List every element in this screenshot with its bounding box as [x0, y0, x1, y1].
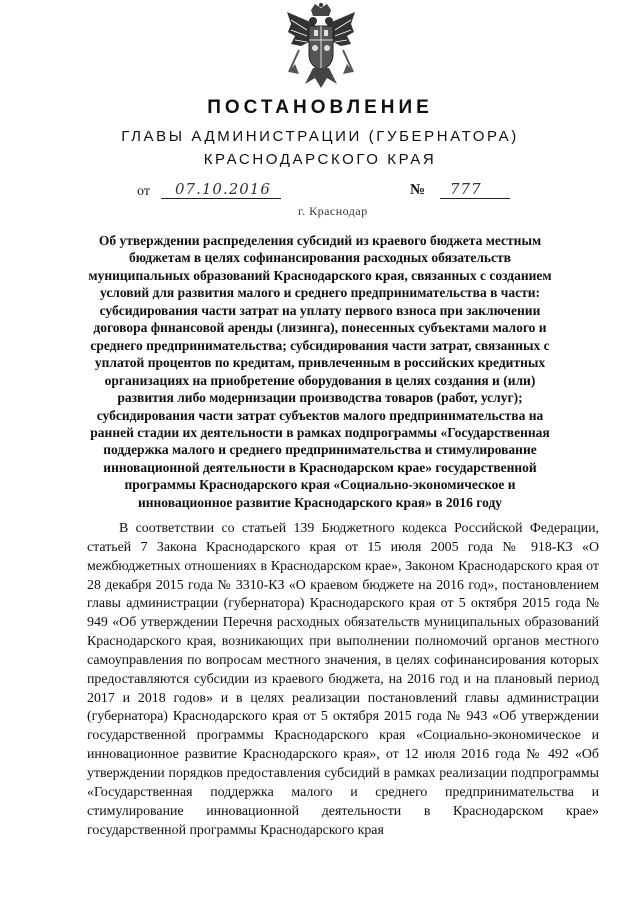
issuer-line-1: ГЛАВЫ АДМИНИСТРАЦИИ (ГУБЕРНАТОРА): [121, 128, 519, 145]
document-heading: Об утверждении распределения субсидий из краевого бюджета местным бюджетам в целях софинансирования расходных обязательств муниципальных образований Краснодарского края, связанных с созданием условий для развития малого и среднего предпринимательства в части: субсидирования части затрат на уплату первого взноса при заключении договора финансовой аренды (лизинга), понесенных субъектами малого и среднего предпринимательства; субсидирования части затрат, связанных с уплатой процентов по кредитам, привлеченным в российских кредитных организациях на приобретение оборудования в целях создания и (или) развития либо модернизации производства товаров (работ, услуг); субсидирования части затрат субъектов малого предпринимательства на ранней стадии их деятельности в рамках подпрограммы «Государственная поддержка малого и среднего предпринимательства и стимулирование инновационной деятельности в Краснодарском крае» государственной программы Краснодарского края «Социально-экономическое и инновационное развитие Краснодарского края» в 2016 году: [88, 233, 552, 510]
issuer-line-2: КРАСНОДАРСКОГО КРАЯ: [203, 151, 437, 168]
date-prefix: от: [137, 184, 150, 199]
body-paragraph: В соответствии со статьей 139 Бюджетного кодекса Российской Федерации, статьей 7 Закона Краснодарского края от 15 июля 2005 года № 918-КЗ «О межбюджетных отношениях в Краснодарском крае», Законом Краснодарского края от 28 декабря 2015 года № 3310-КЗ «О краевом бюджете на 2016 год», постановлением главы администрации (губернатора) Краснодарского края от 5 октября 2015 года № 949 «Об утверждении Перечня расходных обязательств муниципальных образований Краснодарского края, возникающих при выполнении полномочий органов местного самоуправления по вопросам местного значения, в целях софинансирования которых предоставляются субсидии из краевого бюджета, на 2016 год и на плановый период 2017 и 2018 годов» и в целях реализации постановлений главы администрации (губернатора) Краснодарского края от 5 октября 2015 года № 943 «Об утверждении государственной программы Краснодарского края «Социально-экономическое и инновационное развитие Краснодарского края», от 12 июля 2016 года № 492 «Об утверждении порядков предоставления субсидий в рамках реализации подпрограммы «Государственная поддержка малого и среднего предпринимательства и стимулирование инновационной деятельности в Краснодарском крае» государственной программы Краснодарского края: [87, 521, 599, 838]
number-underline: [440, 198, 510, 199]
number-value: 777: [450, 180, 482, 198]
date-underline: [161, 198, 281, 199]
date-number-row: [0, 180, 640, 204]
coat-of-arms-emblem: [285, 2, 357, 92]
date-value: 07.10.2016: [175, 180, 271, 198]
document-title: ПОСТАНОВЛЕНИЕ: [207, 97, 433, 118]
number-prefix: №: [410, 182, 426, 198]
city-label: г. Краснодар: [298, 204, 368, 218]
